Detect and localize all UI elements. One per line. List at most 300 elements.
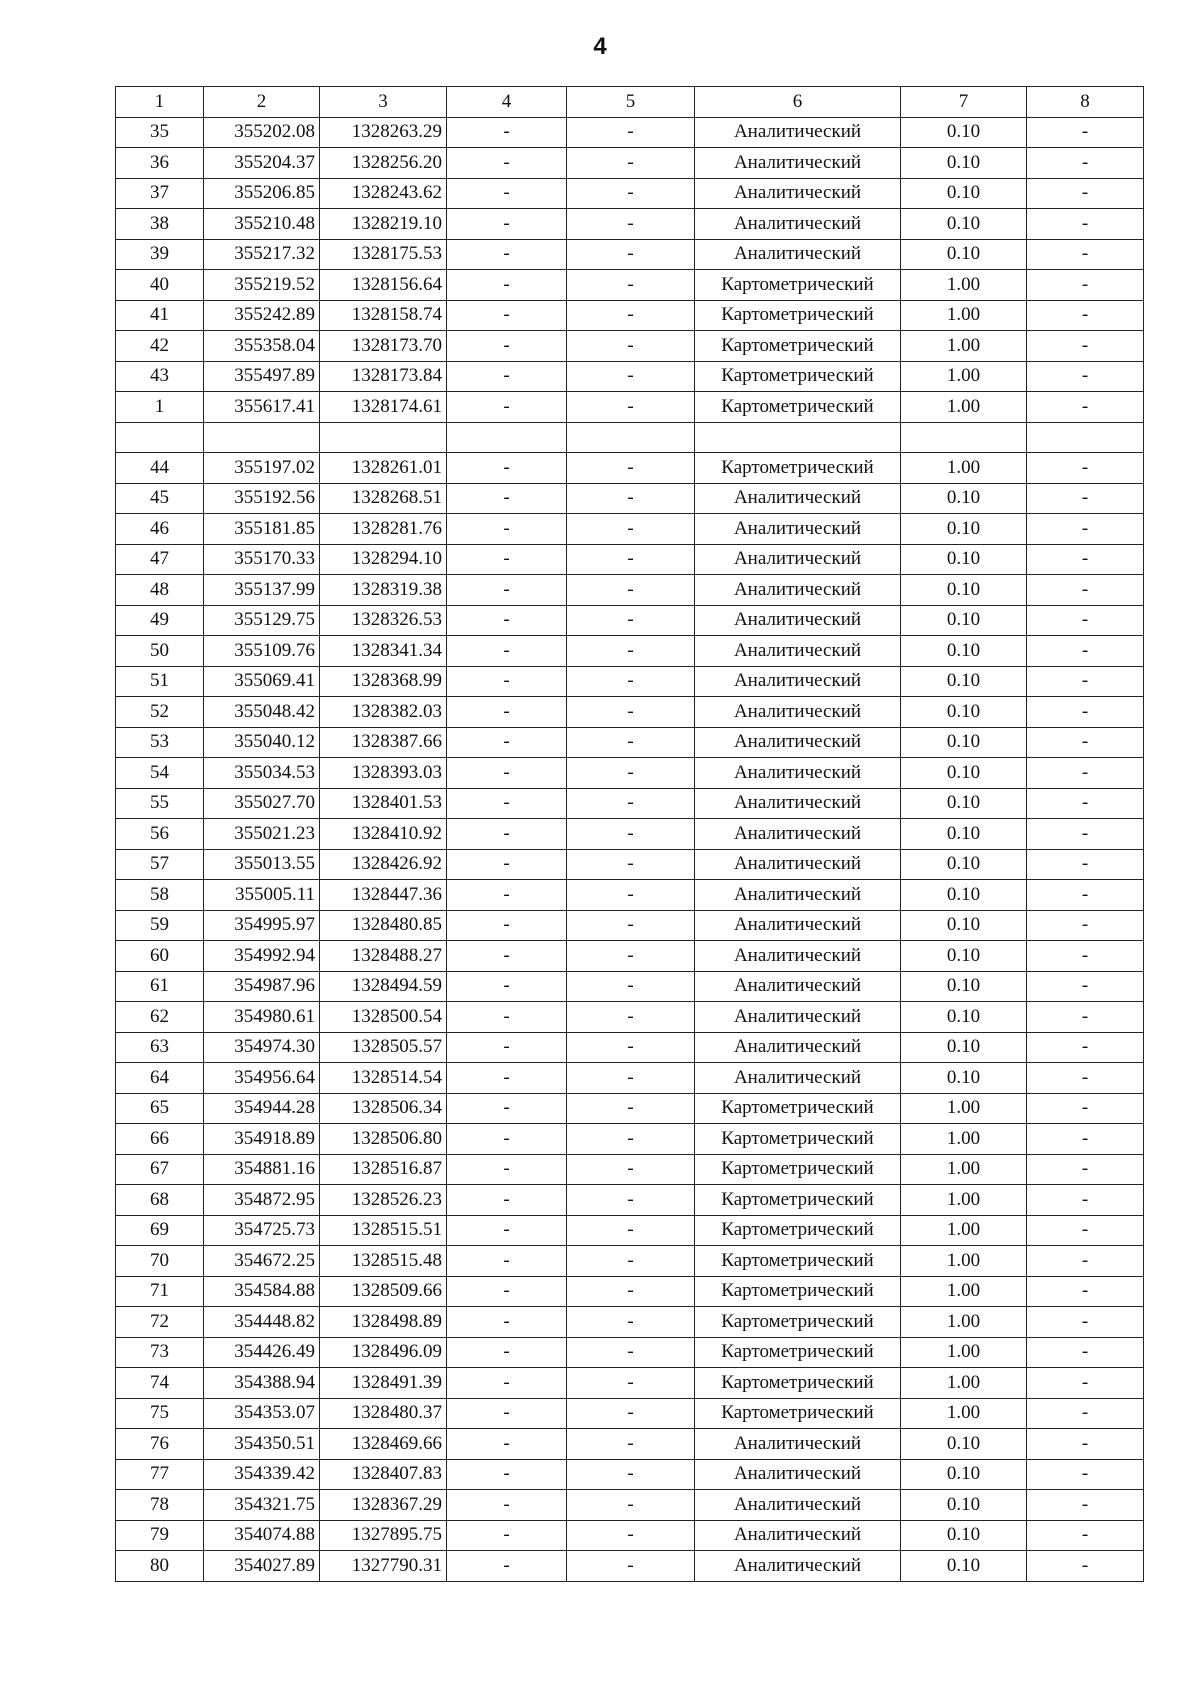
col-4-cell: -: [447, 514, 567, 545]
method-cell: Аналитический: [695, 666, 901, 697]
method-cell: Картометрический: [695, 1337, 901, 1368]
y-coordinate-cell: 1328496.09: [320, 1337, 447, 1368]
col-8-cell: -: [1027, 178, 1144, 209]
col-5-cell: -: [567, 544, 695, 575]
table-row: [116, 117, 1144, 148]
col-4-cell: -: [447, 758, 567, 789]
col-5-cell: -: [567, 148, 695, 179]
col-8-cell: -: [1027, 758, 1144, 789]
point-number-cell: 1: [116, 392, 204, 423]
col-8-cell: -: [1027, 544, 1144, 575]
y-coordinate-cell: 1328393.03: [320, 758, 447, 789]
x-coordinate-cell: 355197.02: [204, 453, 320, 484]
y-coordinate-cell: 1328243.62: [320, 178, 447, 209]
method-cell: Картометрический: [695, 1215, 901, 1246]
method-cell: Аналитический: [695, 880, 901, 911]
y-coordinate-cell: 1328514.54: [320, 1063, 447, 1094]
col-8-cell: -: [1027, 1520, 1144, 1551]
col-4-cell: -: [447, 239, 567, 270]
col-4-cell: -: [447, 849, 567, 880]
point-number-cell: 51: [116, 666, 204, 697]
point-number-cell: 45: [116, 483, 204, 514]
method-cell: Аналитический: [695, 605, 901, 636]
col-8-cell: -: [1027, 483, 1144, 514]
precision-cell: 0.10: [901, 666, 1027, 697]
y-coordinate-cell: 1328505.57: [320, 1032, 447, 1063]
method-cell: Аналитический: [695, 209, 901, 240]
point-number-cell: 71: [116, 1276, 204, 1307]
col-5-cell: -: [567, 1124, 695, 1155]
precision-cell: 0.10: [901, 636, 1027, 667]
col-8-cell: -: [1027, 941, 1144, 972]
x-coordinate-cell: 355617.41: [204, 392, 320, 423]
col-4-cell: -: [447, 636, 567, 667]
precision-cell: 1.00: [901, 1307, 1027, 1338]
table-row: [116, 758, 1144, 789]
col-8-cell: -: [1027, 1429, 1144, 1460]
col-8-cell: -: [1027, 270, 1144, 301]
col-4-cell: -: [447, 1337, 567, 1368]
col-4-cell: -: [447, 117, 567, 148]
method-cell: Картометрический: [695, 1154, 901, 1185]
point-number-cell: 75: [116, 1398, 204, 1429]
col-4-cell: -: [447, 819, 567, 850]
x-coordinate-cell: 355129.75: [204, 605, 320, 636]
x-coordinate-cell: 355109.76: [204, 636, 320, 667]
point-number-cell: 40: [116, 270, 204, 301]
col-4-cell: -: [447, 331, 567, 362]
y-coordinate-cell: 1328447.36: [320, 880, 447, 911]
precision-cell: 1.00: [901, 361, 1027, 392]
col-5-cell: -: [567, 941, 695, 972]
method-cell: Картометрический: [695, 1307, 901, 1338]
precision-cell: 0.10: [901, 239, 1027, 270]
col-5-cell: -: [567, 666, 695, 697]
precision-cell: 1.00: [901, 1337, 1027, 1368]
col-8-cell: -: [1027, 1124, 1144, 1155]
method-cell: Картометрический: [695, 270, 901, 301]
x-coordinate-cell: 355219.52: [204, 270, 320, 301]
col-4-cell: -: [447, 178, 567, 209]
y-coordinate-cell: 1328368.99: [320, 666, 447, 697]
precision-cell: 0.10: [901, 910, 1027, 941]
point-number-cell: 36: [116, 148, 204, 179]
header-cell: 3: [320, 87, 447, 118]
col-5-cell: -: [567, 392, 695, 423]
col-4-cell: -: [447, 1520, 567, 1551]
point-number-cell: 77: [116, 1459, 204, 1490]
point-number-cell: 37: [116, 178, 204, 209]
col-8-cell: -: [1027, 1490, 1144, 1521]
col-4-cell: -: [447, 1154, 567, 1185]
col-8-cell: -: [1027, 1002, 1144, 1033]
col-8-cell: -: [1027, 727, 1144, 758]
y-coordinate-cell: 1328341.34: [320, 636, 447, 667]
table-row: [116, 422, 1144, 453]
col-8-cell: -: [1027, 697, 1144, 728]
method-cell: Картометрический: [695, 1246, 901, 1277]
col-8-cell: -: [1027, 819, 1144, 850]
method-cell: Картометрический: [695, 453, 901, 484]
precision-cell: 0.10: [901, 727, 1027, 758]
method-cell: Аналитический: [695, 483, 901, 514]
x-coordinate-cell: 354074.88: [204, 1520, 320, 1551]
y-coordinate-cell: 1328506.34: [320, 1093, 447, 1124]
table-row: [116, 1002, 1144, 1033]
table-row: [116, 880, 1144, 911]
y-coordinate-cell: 1328174.61: [320, 392, 447, 423]
precision-cell: 0.10: [901, 1002, 1027, 1033]
method-cell: Аналитический: [695, 514, 901, 545]
coordinates-table: [115, 86, 1144, 1582]
col-8-cell: -: [1027, 117, 1144, 148]
y-coordinate-cell: 1328407.83: [320, 1459, 447, 1490]
precision-cell: 1.00: [901, 331, 1027, 362]
col-4-cell: -: [447, 1215, 567, 1246]
point-number-cell: 60: [116, 941, 204, 972]
table-row: [116, 666, 1144, 697]
col-8-cell: -: [1027, 1368, 1144, 1399]
table-row: [116, 514, 1144, 545]
precision-cell: 0.10: [901, 880, 1027, 911]
col-4-cell: -: [447, 1276, 567, 1307]
point-number-cell: 38: [116, 209, 204, 240]
precision-cell: 1.00: [901, 1246, 1027, 1277]
page-number: 4: [593, 33, 607, 60]
point-number-cell: 53: [116, 727, 204, 758]
point-number-cell: 70: [116, 1246, 204, 1277]
table-row: [116, 910, 1144, 941]
y-coordinate-cell: 1328426.92: [320, 849, 447, 880]
precision-cell: 0.10: [901, 544, 1027, 575]
col-8-cell: -: [1027, 148, 1144, 179]
col-8-cell: -: [1027, 1246, 1144, 1277]
point-number-cell: 55: [116, 788, 204, 819]
col-4-cell: -: [447, 483, 567, 514]
point-number-cell: 61: [116, 971, 204, 1002]
col-8-cell: -: [1027, 331, 1144, 362]
x-coordinate-cell: 354725.73: [204, 1215, 320, 1246]
col-8-cell: -: [1027, 575, 1144, 606]
x-coordinate-cell: 355069.41: [204, 666, 320, 697]
table-row: [116, 544, 1144, 575]
precision-cell: 0.10: [901, 1459, 1027, 1490]
table-row: [116, 1490, 1144, 1521]
table-row: [116, 1063, 1144, 1094]
col-5-cell: -: [567, 514, 695, 545]
y-coordinate-cell: 1328491.39: [320, 1368, 447, 1399]
method-cell: Картометрический: [695, 331, 901, 362]
col-8-cell: -: [1027, 300, 1144, 331]
method-cell: Картометрический: [695, 1276, 901, 1307]
col-4-cell: -: [447, 1398, 567, 1429]
y-coordinate-cell: 1328294.10: [320, 544, 447, 575]
col-5-cell: -: [567, 1002, 695, 1033]
table-row: [116, 483, 1144, 514]
point-number-cell: 59: [116, 910, 204, 941]
col-8-cell: -: [1027, 1215, 1144, 1246]
x-coordinate-cell: 354872.95: [204, 1185, 320, 1216]
x-coordinate-cell: 355181.85: [204, 514, 320, 545]
method-cell: Аналитический: [695, 697, 901, 728]
x-coordinate-cell: 354584.88: [204, 1276, 320, 1307]
point-number-cell: [116, 422, 204, 453]
col-5-cell: -: [567, 1185, 695, 1216]
table-row: [116, 331, 1144, 362]
point-number-cell: 78: [116, 1490, 204, 1521]
point-number-cell: 79: [116, 1520, 204, 1551]
point-number-cell: 76: [116, 1429, 204, 1460]
method-cell: Аналитический: [695, 636, 901, 667]
y-coordinate-cell: 1328256.20: [320, 148, 447, 179]
x-coordinate-cell: 354881.16: [204, 1154, 320, 1185]
precision-cell: 0.10: [901, 1032, 1027, 1063]
precision-cell: 0.10: [901, 117, 1027, 148]
x-coordinate-cell: 355206.85: [204, 178, 320, 209]
y-coordinate-cell: 1328219.10: [320, 209, 447, 240]
col-5-cell: -: [567, 1337, 695, 1368]
col-5-cell: -: [567, 1429, 695, 1460]
x-coordinate-cell: 355170.33: [204, 544, 320, 575]
col-8-cell: -: [1027, 910, 1144, 941]
table-row: [116, 1429, 1144, 1460]
col-5-cell: -: [567, 331, 695, 362]
y-coordinate-cell: 1328516.87: [320, 1154, 447, 1185]
col-8-cell: -: [1027, 453, 1144, 484]
table-row: [116, 636, 1144, 667]
col-5-cell: -: [567, 880, 695, 911]
header-cell: 7: [901, 87, 1027, 118]
x-coordinate-cell: 354353.07: [204, 1398, 320, 1429]
method-cell: Аналитический: [695, 849, 901, 880]
point-number-cell: 42: [116, 331, 204, 362]
col-5-cell: -: [567, 1215, 695, 1246]
point-number-cell: 52: [116, 697, 204, 728]
col-5-cell: -: [567, 1520, 695, 1551]
col-5-cell: -: [567, 1276, 695, 1307]
point-number-cell: 35: [116, 117, 204, 148]
col-4-cell: -: [447, 148, 567, 179]
x-coordinate-cell: 354350.51: [204, 1429, 320, 1460]
table-row: [116, 575, 1144, 606]
method-cell: Картометрический: [695, 1368, 901, 1399]
col-5-cell: -: [567, 1459, 695, 1490]
y-coordinate-cell: 1328173.70: [320, 331, 447, 362]
point-number-cell: 62: [116, 1002, 204, 1033]
method-cell: Картометрический: [695, 1398, 901, 1429]
col-8-cell: -: [1027, 514, 1144, 545]
x-coordinate-cell: 355048.42: [204, 697, 320, 728]
point-number-cell: 66: [116, 1124, 204, 1155]
point-number-cell: 39: [116, 239, 204, 270]
y-coordinate-cell: 1328401.53: [320, 788, 447, 819]
method-cell: Аналитический: [695, 727, 901, 758]
table-row: [116, 209, 1144, 240]
precision-cell: 0.10: [901, 178, 1027, 209]
col-5-cell: -: [567, 1246, 695, 1277]
point-number-cell: 74: [116, 1368, 204, 1399]
col-5-cell: -: [567, 483, 695, 514]
col-5-cell: -: [567, 1551, 695, 1582]
table-row: [116, 1215, 1144, 1246]
method-cell: Аналитический: [695, 1459, 901, 1490]
y-coordinate-cell: 1328515.51: [320, 1215, 447, 1246]
header-cell: 1: [116, 87, 204, 118]
point-number-cell: 80: [116, 1551, 204, 1582]
y-coordinate-cell: 1328500.54: [320, 1002, 447, 1033]
precision-cell: 0.10: [901, 1429, 1027, 1460]
x-coordinate-cell: 354426.49: [204, 1337, 320, 1368]
col-5-cell: -: [567, 117, 695, 148]
col-4-cell: -: [447, 1032, 567, 1063]
method-cell: Аналитический: [695, 971, 901, 1002]
col-5-cell: -: [567, 971, 695, 1002]
precision-cell: 1.00: [901, 1276, 1027, 1307]
col-5-cell: -: [567, 819, 695, 850]
method-cell: Аналитический: [695, 1002, 901, 1033]
table-row: [116, 1307, 1144, 1338]
col-4-cell: -: [447, 1459, 567, 1490]
point-number-cell: 72: [116, 1307, 204, 1338]
x-coordinate-cell: 354027.89: [204, 1551, 320, 1582]
col-8-cell: -: [1027, 880, 1144, 911]
point-number-cell: 63: [116, 1032, 204, 1063]
y-coordinate-cell: 1328326.53: [320, 605, 447, 636]
y-coordinate-cell: 1328480.85: [320, 910, 447, 941]
y-coordinate-cell: 1328268.51: [320, 483, 447, 514]
col-4-cell: -: [447, 1185, 567, 1216]
header-cell: 8: [1027, 87, 1144, 118]
col-8-cell: -: [1027, 788, 1144, 819]
precision-cell: 0.10: [901, 697, 1027, 728]
table-row: [116, 148, 1144, 179]
col-5-cell: -: [567, 1032, 695, 1063]
x-coordinate-cell: 355242.89: [204, 300, 320, 331]
method-cell: Картометрический: [695, 392, 901, 423]
col-5-cell: -: [567, 361, 695, 392]
col-5-cell: -: [567, 1368, 695, 1399]
method-cell: Картометрический: [695, 300, 901, 331]
x-coordinate-cell: 355027.70: [204, 788, 320, 819]
y-coordinate-cell: 1328506.80: [320, 1124, 447, 1155]
col-5-cell: -: [567, 209, 695, 240]
method-cell: Аналитический: [695, 117, 901, 148]
col-4-cell: -: [447, 1124, 567, 1155]
x-coordinate-cell: 354672.25: [204, 1246, 320, 1277]
col-5-cell: -: [567, 727, 695, 758]
table-row: [116, 239, 1144, 270]
method-cell: Аналитический: [695, 178, 901, 209]
x-coordinate-cell: 354944.28: [204, 1093, 320, 1124]
x-coordinate-cell: 354995.97: [204, 910, 320, 941]
precision-cell: 1.00: [901, 1154, 1027, 1185]
precision-cell: 1.00: [901, 1093, 1027, 1124]
y-coordinate-cell: 1328382.03: [320, 697, 447, 728]
method-cell: Аналитический: [695, 544, 901, 575]
precision-cell: 0.10: [901, 758, 1027, 789]
y-coordinate-cell: 1328175.53: [320, 239, 447, 270]
x-coordinate-cell: 355217.32: [204, 239, 320, 270]
x-coordinate-cell: 355358.04: [204, 331, 320, 362]
x-coordinate-cell: 354956.64: [204, 1063, 320, 1094]
precision-cell: 1.00: [901, 392, 1027, 423]
table-row: [116, 1459, 1144, 1490]
col-8-cell: -: [1027, 392, 1144, 423]
table-row: [116, 1093, 1144, 1124]
method-cell: Картометрический: [695, 1185, 901, 1216]
point-number-cell: 54: [116, 758, 204, 789]
col-4-cell: -: [447, 1490, 567, 1521]
table-row: [116, 819, 1144, 850]
col-5-cell: -: [567, 239, 695, 270]
col-8-cell: -: [1027, 239, 1144, 270]
col-5-cell: -: [567, 178, 695, 209]
point-number-cell: 68: [116, 1185, 204, 1216]
x-coordinate-cell: 355192.56: [204, 483, 320, 514]
y-coordinate-cell: 1328469.66: [320, 1429, 447, 1460]
x-coordinate-cell: [204, 422, 320, 453]
precision-cell: 0.10: [901, 849, 1027, 880]
col-8-cell: -: [1027, 1032, 1144, 1063]
precision-cell: 0.10: [901, 819, 1027, 850]
y-coordinate-cell: 1328158.74: [320, 300, 447, 331]
table-row: [116, 605, 1144, 636]
precision-cell: 1.00: [901, 453, 1027, 484]
x-coordinate-cell: 355013.55: [204, 849, 320, 880]
y-coordinate-cell: 1327895.75: [320, 1520, 447, 1551]
method-cell: Картометрический: [695, 361, 901, 392]
col-5-cell: -: [567, 1398, 695, 1429]
method-cell: Аналитический: [695, 941, 901, 972]
method-cell: Аналитический: [695, 819, 901, 850]
y-coordinate-cell: 1328261.01: [320, 453, 447, 484]
col-5-cell: -: [567, 1154, 695, 1185]
table-row: [116, 392, 1144, 423]
col-8-cell: -: [1027, 1093, 1144, 1124]
precision-cell: 0.10: [901, 788, 1027, 819]
col-8-cell: -: [1027, 605, 1144, 636]
point-number-cell: 47: [116, 544, 204, 575]
method-cell: Аналитический: [695, 1429, 901, 1460]
x-coordinate-cell: 354974.30: [204, 1032, 320, 1063]
table-row: [116, 270, 1144, 301]
method-cell: Картометрический: [695, 1124, 901, 1155]
point-number-cell: 56: [116, 819, 204, 850]
x-coordinate-cell: 355137.99: [204, 575, 320, 606]
y-coordinate-cell: 1328156.64: [320, 270, 447, 301]
table-row: [116, 971, 1144, 1002]
table-row: [116, 178, 1144, 209]
col-4-cell: -: [447, 575, 567, 606]
precision-cell: 0.10: [901, 148, 1027, 179]
col-4-cell: -: [447, 910, 567, 941]
precision-cell: 0.10: [901, 605, 1027, 636]
col-8-cell: -: [1027, 636, 1144, 667]
y-coordinate-cell: 1327790.31: [320, 1551, 447, 1582]
header-cell: 6: [695, 87, 901, 118]
col-4-cell: -: [447, 453, 567, 484]
table-row: [116, 1154, 1144, 1185]
precision-cell: [901, 422, 1027, 453]
point-number-cell: 48: [116, 575, 204, 606]
col-5-cell: -: [567, 453, 695, 484]
precision-cell: 1.00: [901, 1185, 1027, 1216]
header-cell: 2: [204, 87, 320, 118]
y-coordinate-cell: 1328281.76: [320, 514, 447, 545]
table-row: [116, 788, 1144, 819]
y-coordinate-cell: 1328387.66: [320, 727, 447, 758]
header-cell: 4: [447, 87, 567, 118]
